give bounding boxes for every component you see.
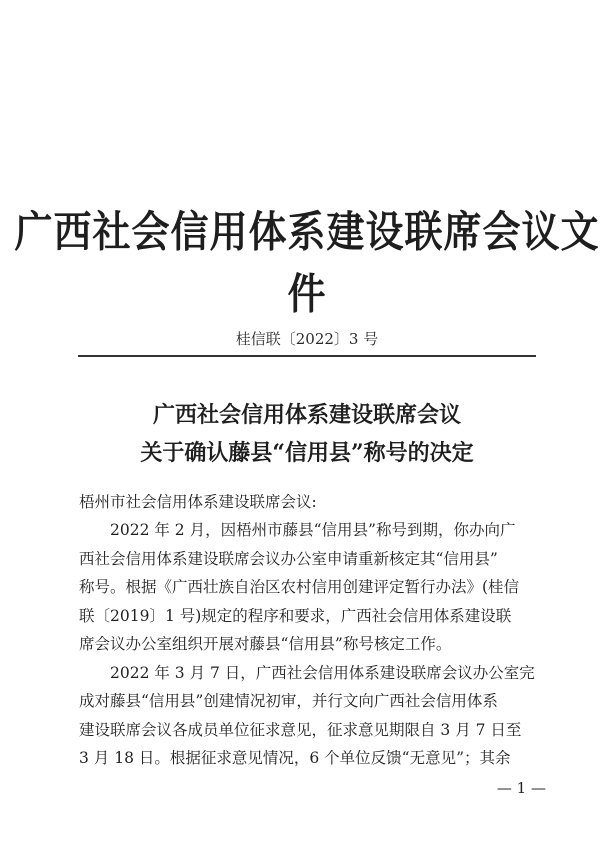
body-line: 称号。根据《广西壮族自治区农村信用创建评定暂行办法》(桂信 [79, 578, 520, 596]
header-divider [78, 355, 536, 357]
document-title-line-1: 广西社会信用体系建设联席会议 [152, 402, 461, 428]
page-number: — 1 — [496, 779, 546, 797]
body-line: 西社会信用体系建设联席会议办公室申请重新核定其“信用县” [79, 550, 498, 568]
document-issuer-header: 广西社会信用体系建设联席会议文件 [14, 206, 600, 319]
body-line: 席会议办公室组织开展对藤县“信用县”称号核定工作。 [79, 635, 452, 653]
body-line: 2022 年 3 月 7 日，广西社会信用体系建设联席会议办公室完 [79, 664, 535, 682]
addressee: 梧州市社会信用体系建设联席会议: [79, 493, 317, 511]
document-number: 桂信联〔2022〕3 号 [235, 330, 379, 348]
body-line: 2022 年 2 月，因梧州市藤县“信用县”称号到期，你办向广 [79, 521, 516, 539]
document-title-line-2: 关于确认藤县“信用县”称号的决定 [140, 440, 474, 466]
body-line: 3 月 18 日。根据征求意见情况，6 个单位反馈“无意见”；其余 [79, 749, 511, 767]
body-line: 成对藤县“信用县”创建情况初审，并行文向广西社会信用体系 [79, 692, 498, 710]
body-line: 建设联席会议各成员单位征求意见，征求意见期限自 3 月 7 日至 [79, 721, 522, 739]
body-line: 联〔2019〕1 号)规定的程序和要求，广西社会信用体系建设联 [79, 607, 512, 625]
